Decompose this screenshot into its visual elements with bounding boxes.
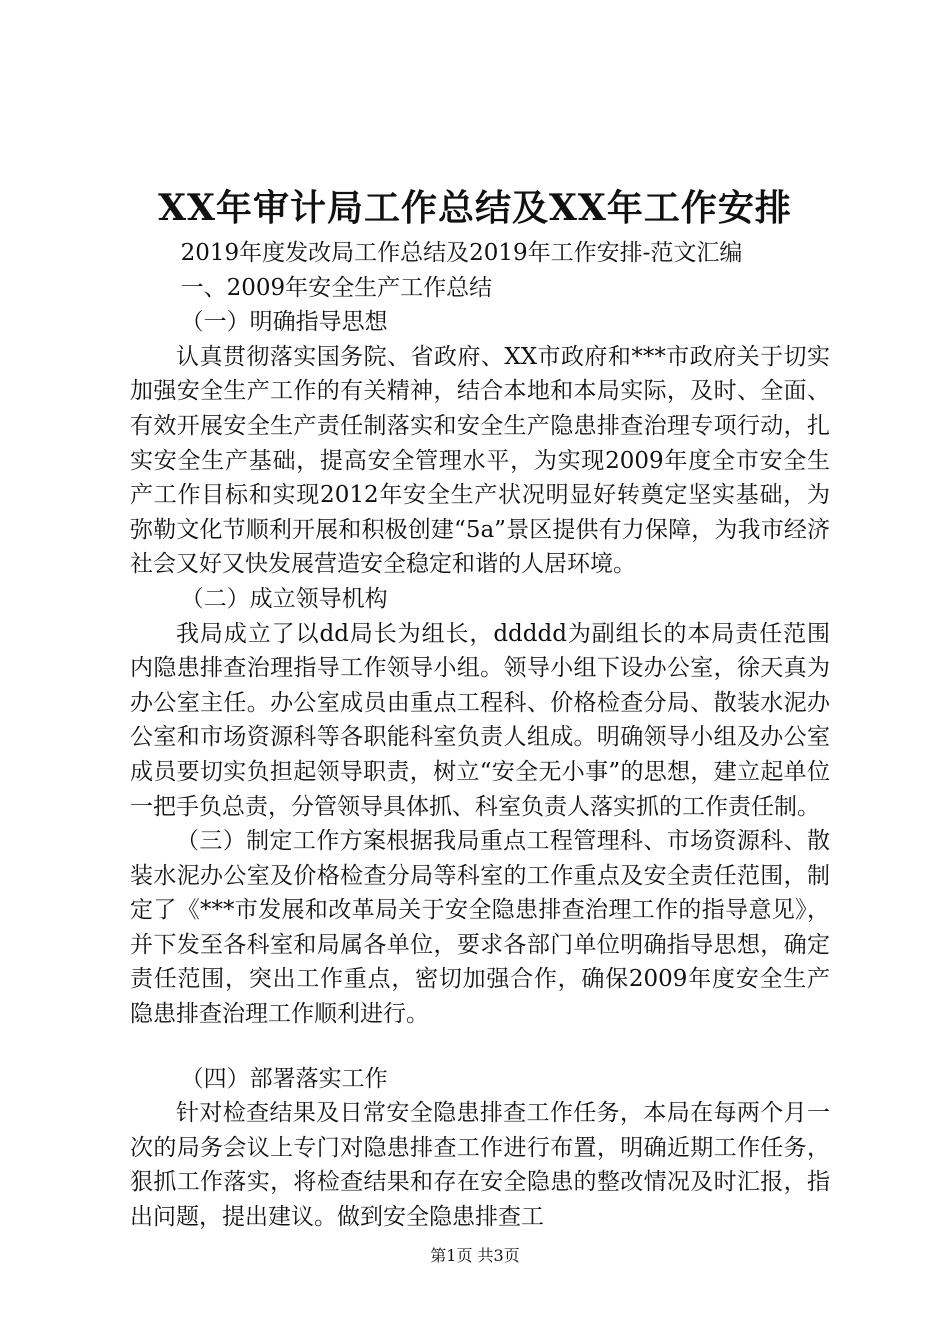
paragraph-subtitle: 2019年度发改局工作总结及2019年工作安排-范文汇编 xyxy=(180,240,743,266)
subsection-heading-4: （四）部署落实工作 xyxy=(180,1065,388,1092)
paragraph-1: 认真贯彻落实国务院、省政府、XX市政府和***市政府关于切实加强安全生产工作的有关精神，结合本地和本局实际，及时、全面、有效开展安全生产责任制落实和安全生产隐患排查治理专项行动，扎实安全生产基础，提高安全管理水平，为实现2009年度全市安全生产工作目标和实现2012年安全生产状况明显好转奠定坚实基础，为弥勒文化节顺利开展和积极创建“5a”景区提供有力保障，为我市经济社会又好又快发展营造安全稳定和谐的人居环境。 xyxy=(130,343,830,578)
page-footer: 第1页 共3页 xyxy=(430,1246,520,1265)
paragraph-2: 我局成立了以dd局长为组长，ddddd为副组长的本局责任范围内隐患排查治理指导工作领导小组。领导小组下设办公室，徐天真为办公室主任。办公室成员由重点工程科、价格检查分局、散装水泥办公室和市场资源科等各职能科室负责人组成。明确领导小组及办公室成员要切实负担起领导职责，树立“安全无小事”的思想，建立起单位一把手负总责，分管领导具体抓、科室负责人落实抓的工作责任制。 xyxy=(130,620,830,820)
document-body xyxy=(130,236,830,1235)
paragraph-4: 针对检查结果及日常安全隐患排查工作任务，本局在每两个月一次的局务会议上专门对隐患排查工作进行布置，明确近期工作任务，狠抓工作落实，将检查结果和存在安全隐患的整改情况及时汇报，指出问题，提出建议。做到安全隐患排查工 xyxy=(130,1100,830,1231)
document-title: XX年审计局工作总结及XX年工作安排 xyxy=(158,187,792,229)
paragraph-3: （三）制定工作方案根据我局重点工程管理科、市场资源科、散装水泥办公室及价格检查分局等科室的工作重点及安全责任范围，制定了《***市发展和改革局关于安全隐患排查治理工作的指导意见》，并下发至各科室和局属各单位，要求各部门单位明确指导思想，确定责任范围，突出工作重点，密切加强合作，确保2009年度安全生产隐患排查治理工作顺利进行。 xyxy=(130,828,830,1028)
section-heading-1: 一、2009年安全生产工作总结 xyxy=(180,274,493,301)
subsection-heading-2: （二）成立领导机构 xyxy=(180,585,388,612)
subsection-heading-1: （一）明确指导思想 xyxy=(180,309,388,336)
